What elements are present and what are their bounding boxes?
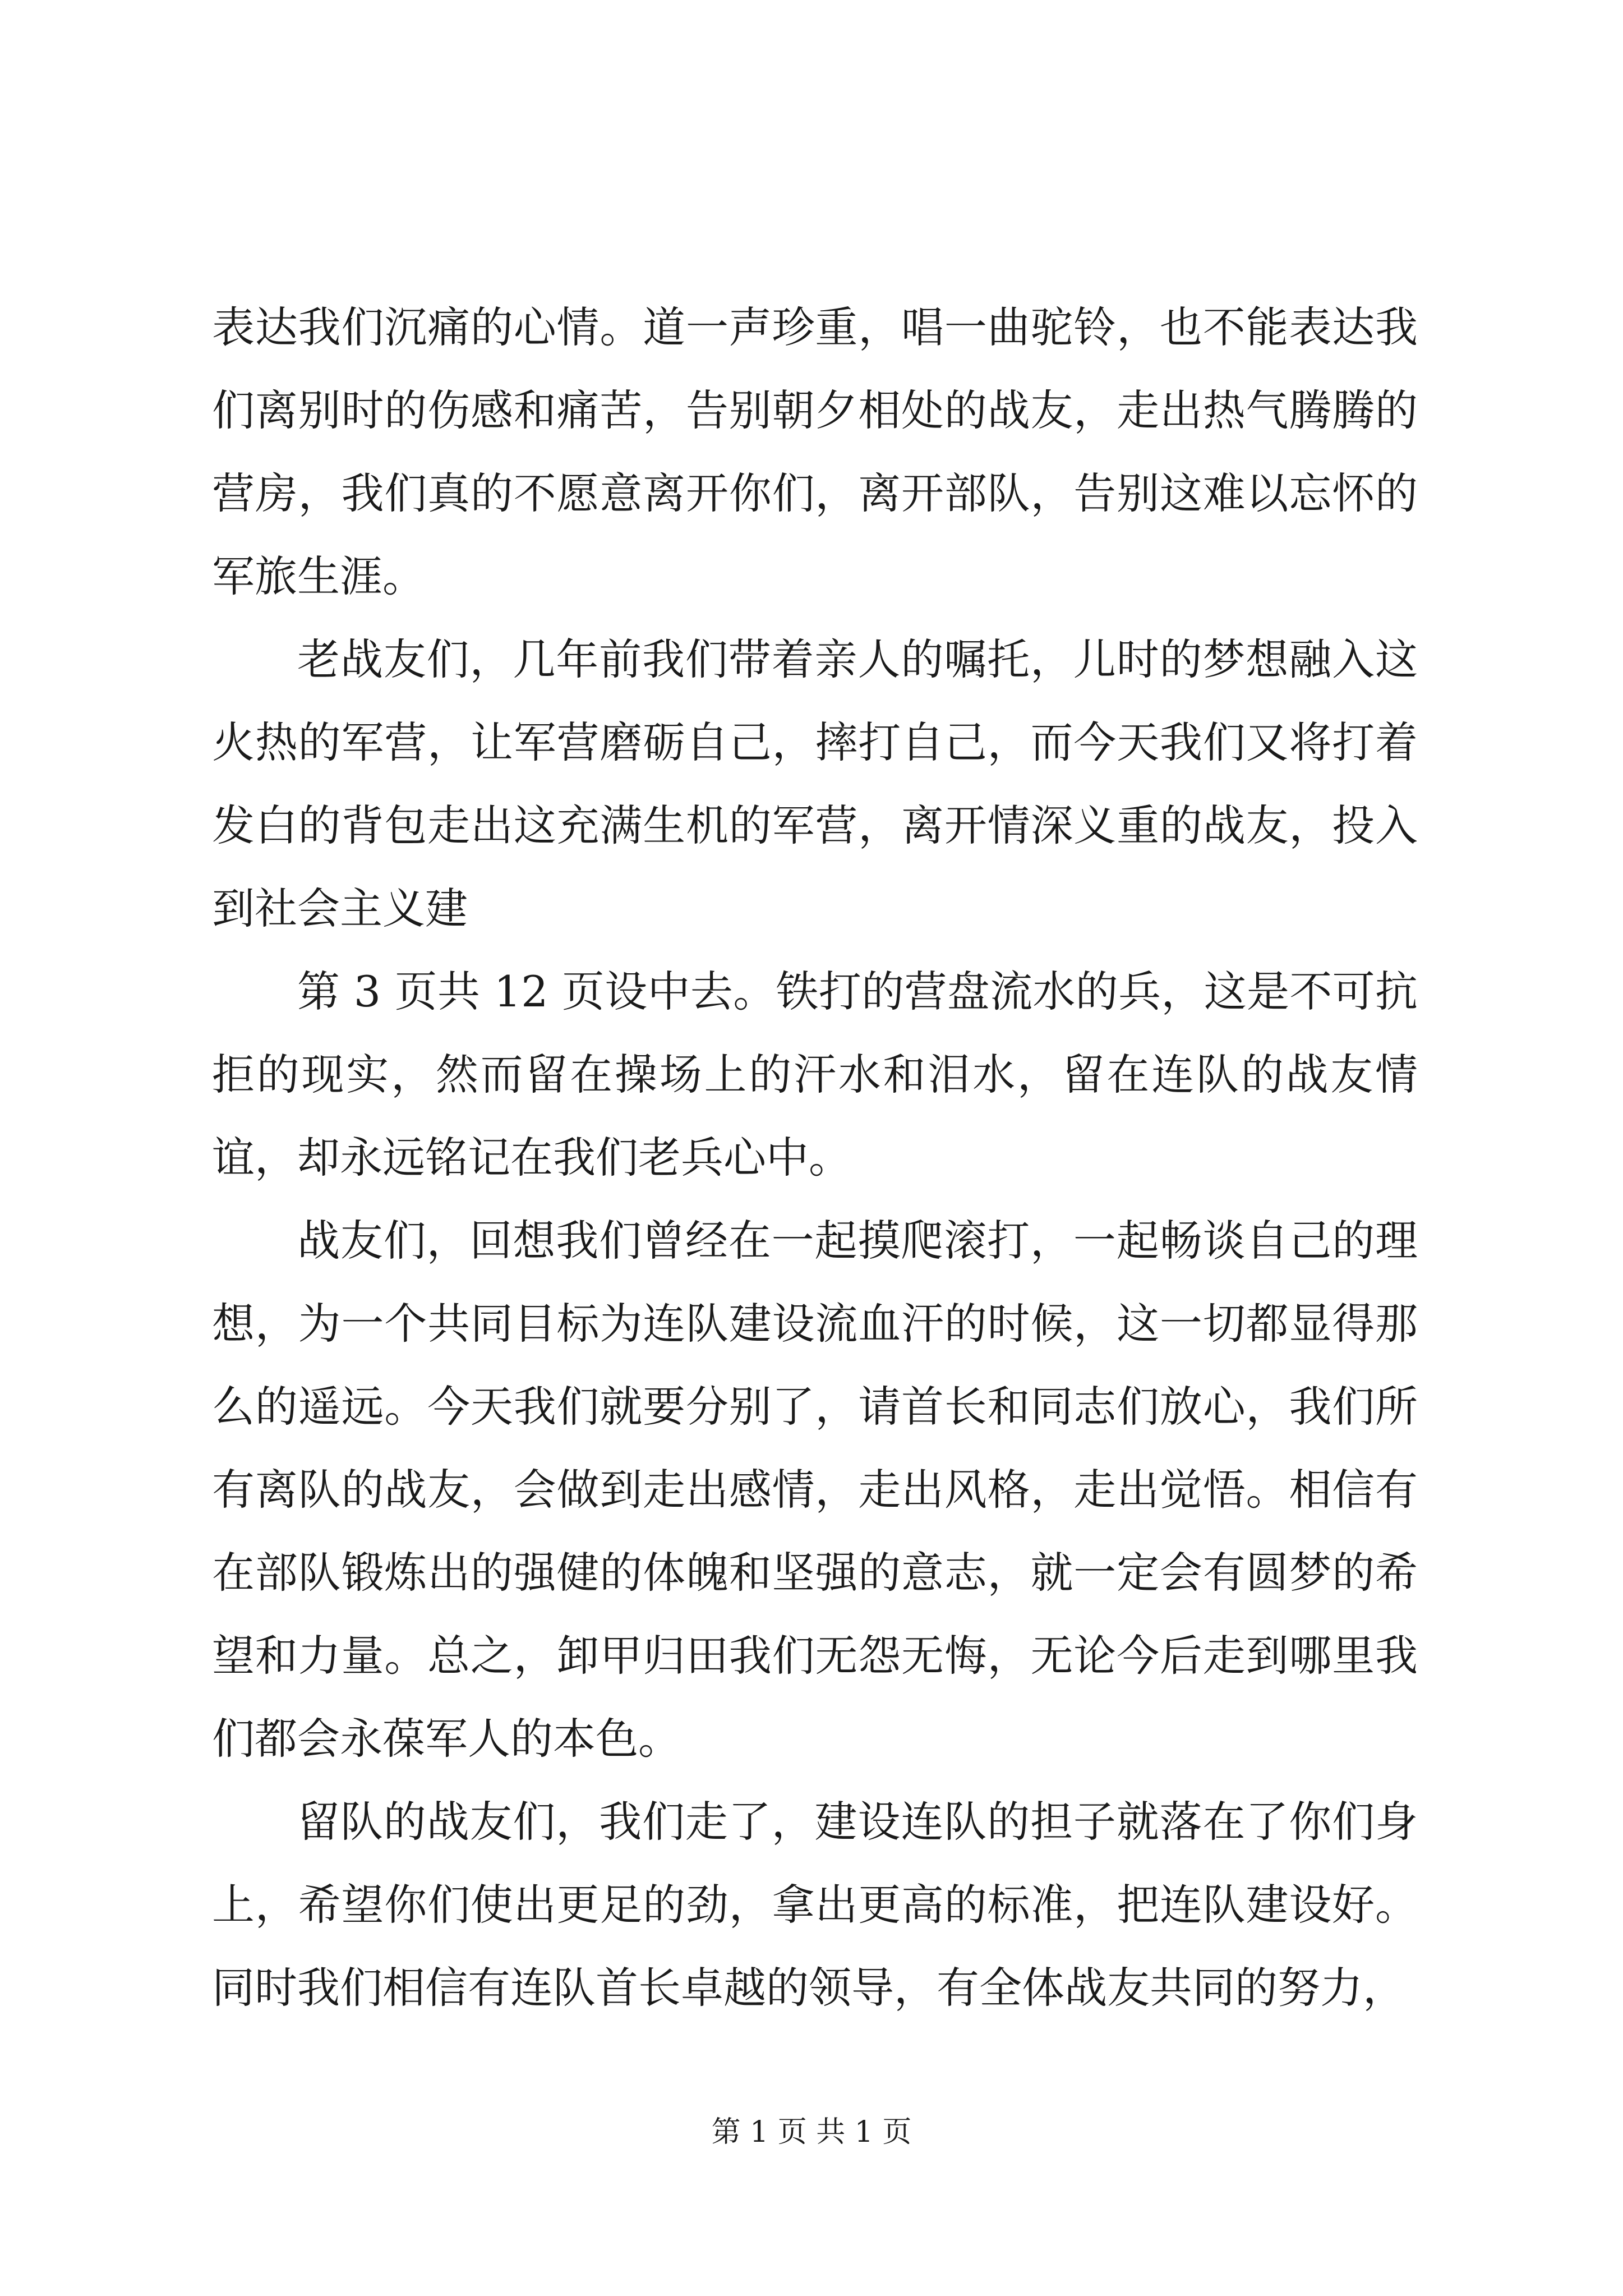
paragraph-remaining-comrades: 留队的战友们，我们走了，建设连队的担子就落在了你们身上，希望你们使出更足的劲，拿出更高的标准，把连队建设好。同时我们相信有连队首长卓越的领导，有全体战友共同的努力， [212, 1797, 1418, 2013]
paragraph-old-comrades: 老战友们，几年前我们带着亲人的嘱托，儿时的梦想融入这火热的军营，让军营磨砺自己，摔打自己，而今天我们又将打着发白的背包走出这充满生机的军营，离开情深义重的战友，投入到社会主义建 [212, 634, 1418, 933]
paragraph-continuation: 表达我们沉痛的心情。道一声珍重，唱一曲驼铃，也不能表达我们离别时的伤感和痛苦，告别朝夕相处的战友，走出热气腾腾的营房，我们真的不愿意离开你们，离开部队，告别这难以忘怀的军旅生涯。 [212, 302, 1418, 601]
paragraph-comrades: 战友们，回想我们曾经在一起摸爬滚打，一起畅谈自己的理想，为一个共同目标为连队建设流血汗的时候，这一切都显得那么的遥远。今天我们就要分别了，请首长和同志们放心，我们所有离队的战友，会做到走出感情，走出风格，走出觉悟。相信有在部队锻炼出的强健的体魄和坚强的意志，就一定会有圆梦的希望和力量。总之，卸甲归田我们无怨无悔，无论今后走到哪里我们都会永葆军人的本色。 [212, 1216, 1418, 1764]
page-footer: 第 1 页 共 1 页 [711, 2115, 912, 2149]
document-body [212, 286, 1418, 2030]
paragraph-page-marker: 第 3 页共 12 页设中去。铁打的营盘流水的兵，这是不可抗拒的现实，然而留在操场上的汗水和泪水，留在连队的战友情谊，却永远铭记在我们老兵心中。 [212, 967, 1418, 1182]
